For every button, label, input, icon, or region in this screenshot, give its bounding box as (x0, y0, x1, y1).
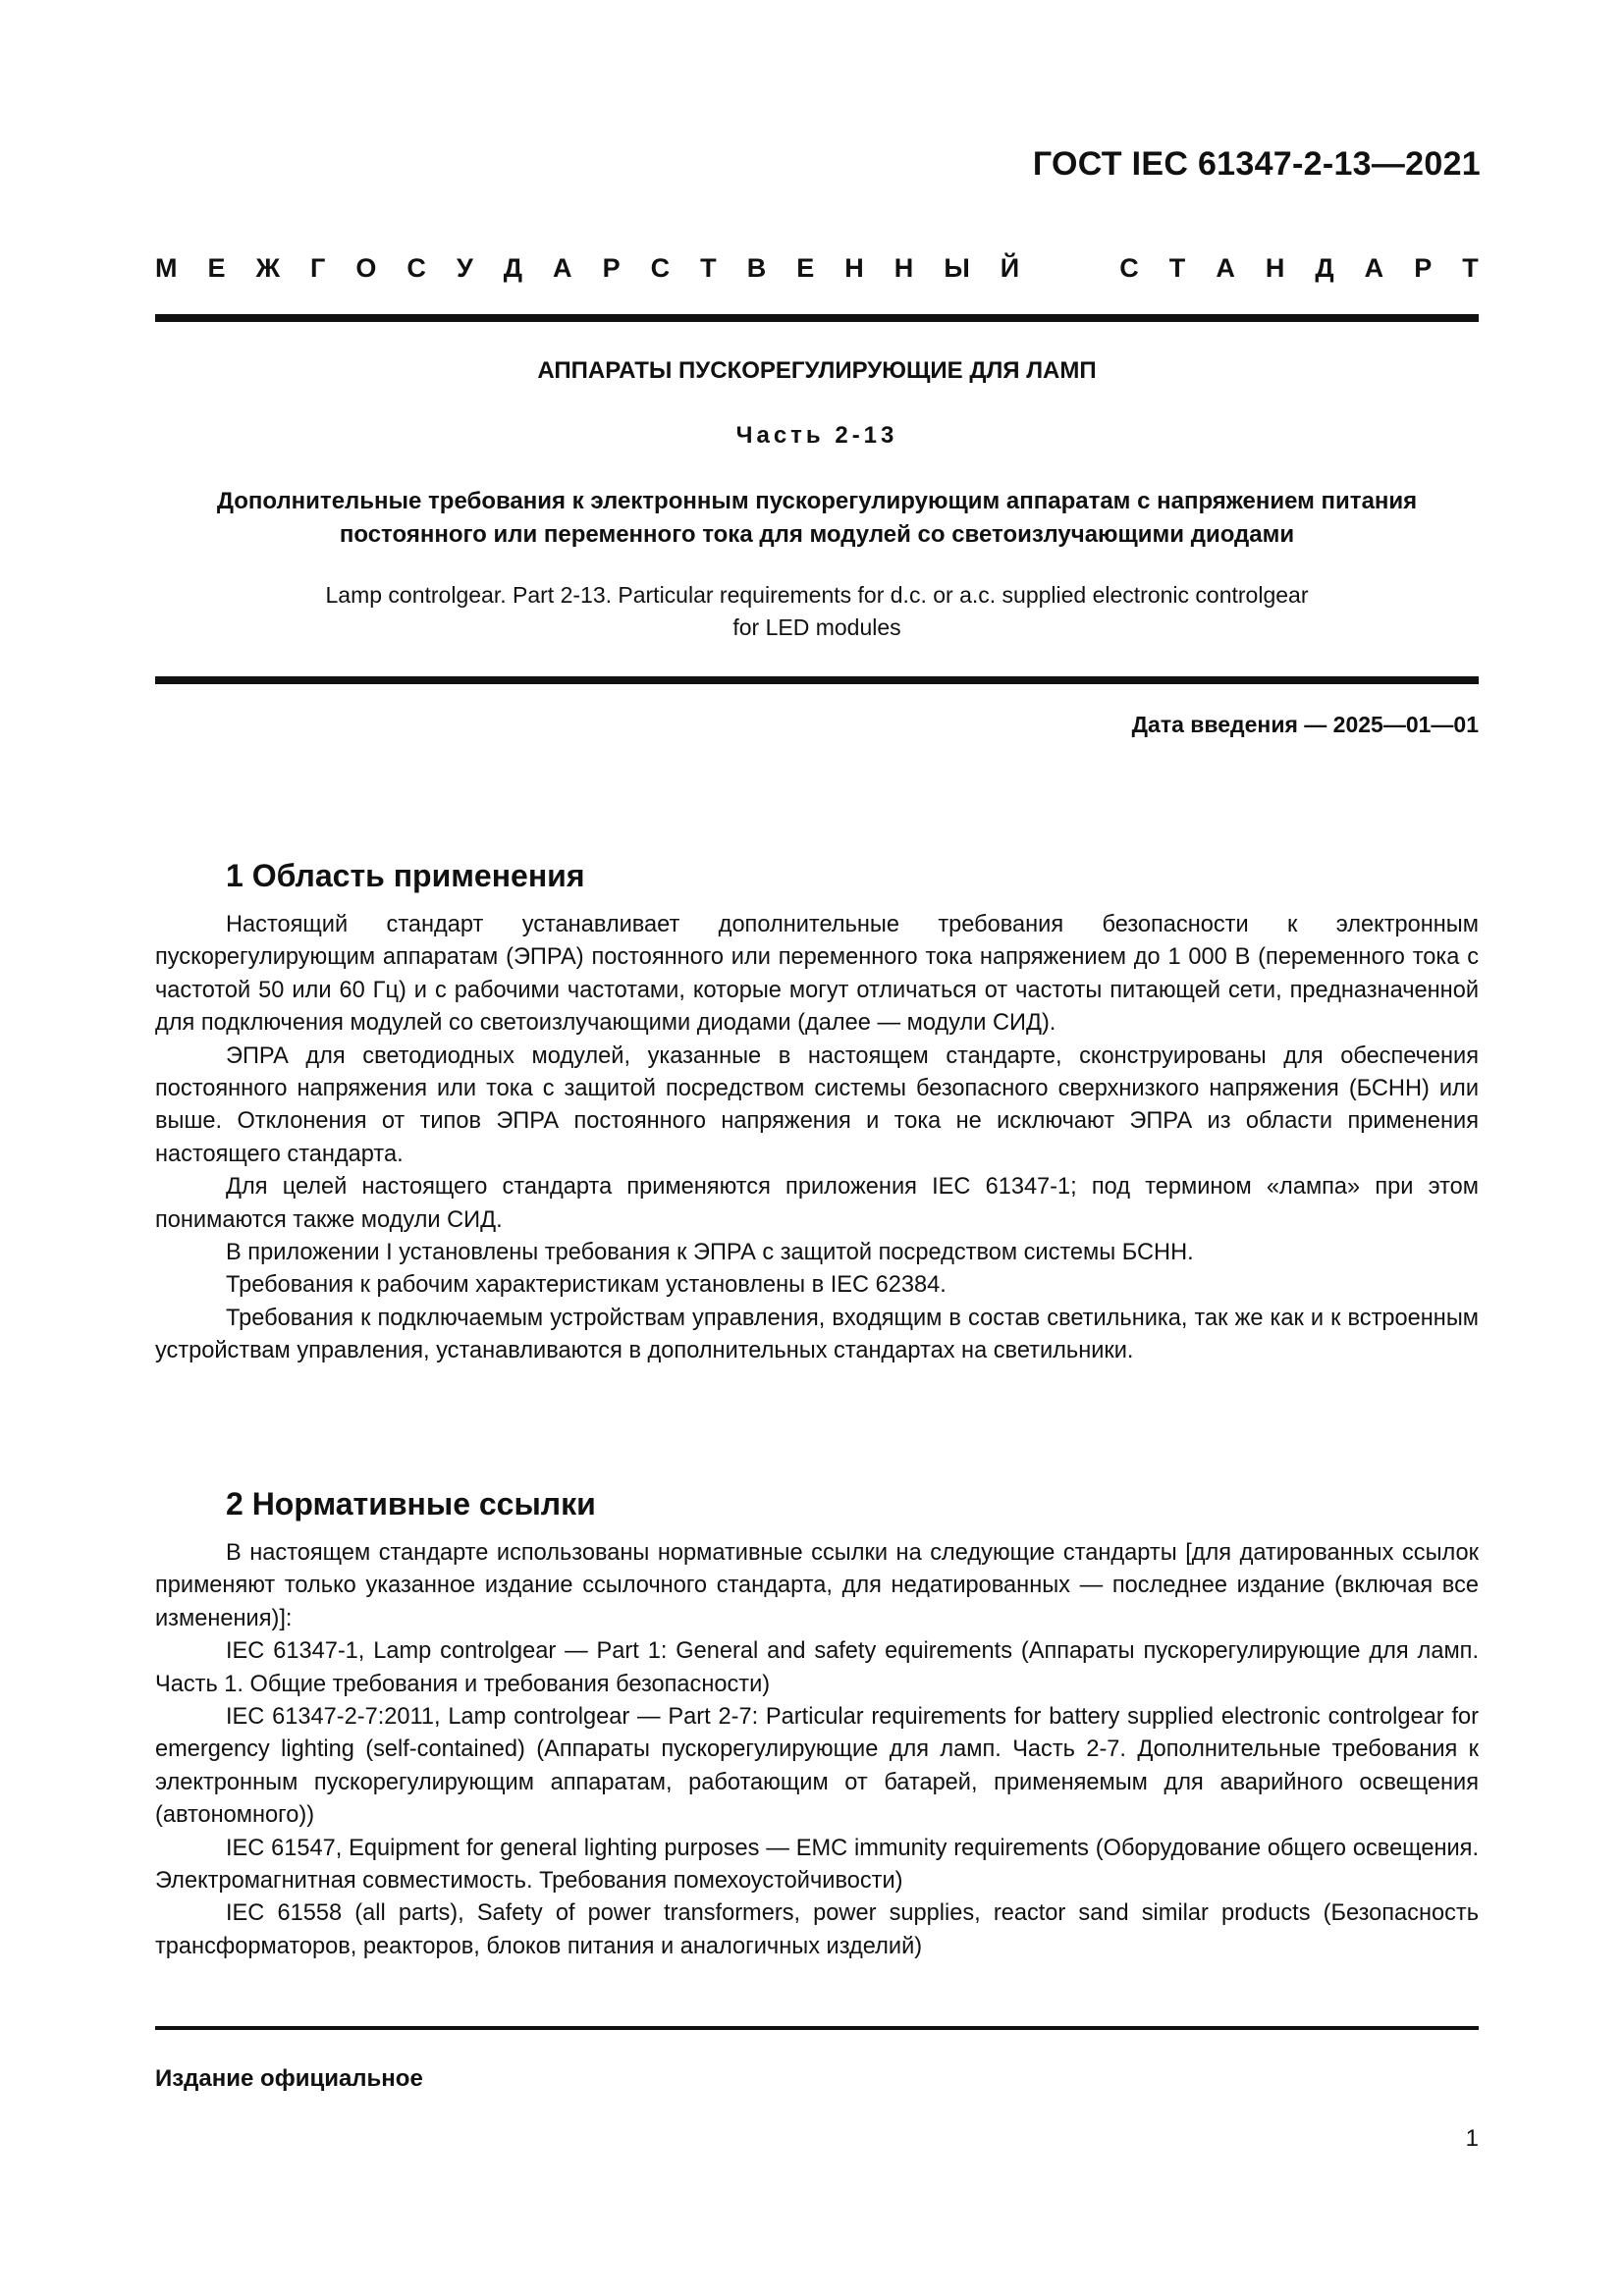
reference-item: IEC 61558 (all parts), Safety of power transformers, power supplies, reactor sand similar products (Безопасность трансформаторов, реакторов, блоков питания и аналогичных изделий) (155, 1900, 1479, 1959)
banner-letter: С (1119, 253, 1139, 283)
footer-divider (155, 2026, 1479, 2030)
paragraph: В приложении I установлены требования к ЭПРА с защитой посредством системы БСНН. (226, 1240, 1194, 1266)
document-title: АППАРАТЫ ПУСКОРЕГУЛИРУЮЩИЕ ДЛЯ ЛАМП (537, 357, 1097, 384)
interstate-standard-banner (155, 253, 1479, 284)
banner-letter: О (355, 253, 377, 283)
section-heading: 1 Область применения (226, 858, 585, 893)
section-normative-references (155, 1484, 1479, 1963)
standard-number: ГОСТ IEC 61347-2-13—2021 (1032, 145, 1481, 183)
banner-letter: Д (1315, 253, 1334, 283)
part-label: Часть 2-13 (735, 422, 898, 449)
banner-letter: Е (796, 253, 815, 283)
reference-item: IEC 61347-2-7:2011, Lamp controlgear — Part 2-7: Particular requirements for battery supplied electronic controlgear for emergency lighting (self-contained) (Аппараты пускорегулирующие для ламп. Часть 2-7. Дополнительные требования к электронным пускорегулирующим аппаратам, работающим от батарей, применяемым для аварийного освещения (автономного)) (155, 1704, 1479, 1829)
banner-letter: С (406, 253, 426, 283)
banner-letter: Н (844, 253, 864, 283)
title-divider (155, 676, 1479, 684)
banner-letter: Р (1414, 253, 1433, 283)
banner-letter: Т (700, 253, 717, 283)
banner-letter: Т (1462, 253, 1479, 283)
header-divider (155, 314, 1479, 322)
reference-item: IEC 61547, Equipment for general lighting purposes — EMC immunity requirements (Оборудование общего освещения. Электромагнитная совместимость. Требования помехоустойчивости) (155, 1835, 1479, 1895)
banner-letter: В (746, 253, 767, 283)
english-title: Lamp controlgear. Part 2-13. Particular requirements for d.c. or a.c. supplied electronic controlgear for LED modules (325, 582, 1309, 640)
paragraph: Требования к подключаемым устройствам управления, входящим в состав светильника, так же как и к встроенным устройствам управления, устанавливаются в дополнительных стандартах на светильники. (155, 1305, 1479, 1364)
banner-letter: М (155, 253, 178, 283)
document-subtitle: Дополнительные требования к электронным пускорегулирующим аппаратам с напряжением питания постоянного или переменного тока для модулей со светоизлучающими диодами (216, 488, 1418, 548)
banner-letter: У (456, 253, 473, 283)
banner-letter: А (1364, 253, 1384, 283)
banner-letter: А (553, 253, 572, 283)
banner-word-gap (1050, 253, 1089, 284)
banner-letter: Ж (255, 253, 280, 283)
banner-letter: С (650, 253, 671, 283)
paragraph: Требования к рабочим характеристикам установлены в IEC 62384. (226, 1272, 947, 1299)
reference-item: IEC 61347-1, Lamp controlgear — Part 1: General and safety equirements (Аппараты пускорегулирующие для ламп. Часть 1. Общие требования и требования безопасности) (155, 1638, 1479, 1697)
introduction-date: Дата введения — 2025—01—01 (1131, 712, 1479, 737)
section-heading: 2 Нормативные ссылки (226, 1486, 596, 1522)
banner-letter: Г (310, 253, 326, 283)
paragraph: ЭПРА для светодиодных модулей, указанные в настоящем стандарте, сконструированы для обеспечения постоянного напряжения или тока с защитой посредством системы безопасного сверхнизкого напряжения (БСНН) или выше. Отклонения от типов ЭПРА постоянного напряжения и тока не исключают ЭПРА из области применения настоящего стандарта. (155, 1042, 1479, 1167)
banner-letter: Е (207, 253, 226, 283)
paragraph: Настоящий стандарт устанавливает дополнительные требования безопасности к электронным пускорегулирующим аппаратам (ЭПРА) постоянного или переменного тока напряжением до 1 000 В (переменного тока с частотой 50 или 60 Гц) и с рабочими частотами, которые могут отличаться от частоты питающей сети, предназначенной для подключения модулей со светоизлучающими диодами (далее — модули СИД). (155, 912, 1479, 1037)
official-edition-label: Издание официальное (155, 2065, 423, 2092)
paragraph: В настоящем стандарте использованы нормативные ссылки на следующие стандарты [для датированных ссылок применяют только указанное издание ссылочного стандарта, для недатированных — последнее издание (включая все изменения)]: (155, 1540, 1479, 1631)
banner-letter: Р (602, 253, 621, 283)
banner-letter: Ы (944, 253, 970, 283)
banner-letter: Й (1000, 253, 1020, 283)
section-scope (155, 856, 1479, 1368)
banner-letter: Т (1168, 253, 1186, 283)
paragraph: Для целей настоящего стандарта применяются приложения IEC 61347-1; под термином «лампа» при этом понимаются также модули СИД. (155, 1174, 1479, 1233)
banner-letter: Н (893, 253, 914, 283)
banner-letter: Д (503, 253, 523, 283)
page-number: 1 (1465, 2125, 1479, 2152)
banner-letter: Н (1265, 253, 1285, 283)
banner-letter: А (1216, 253, 1235, 283)
